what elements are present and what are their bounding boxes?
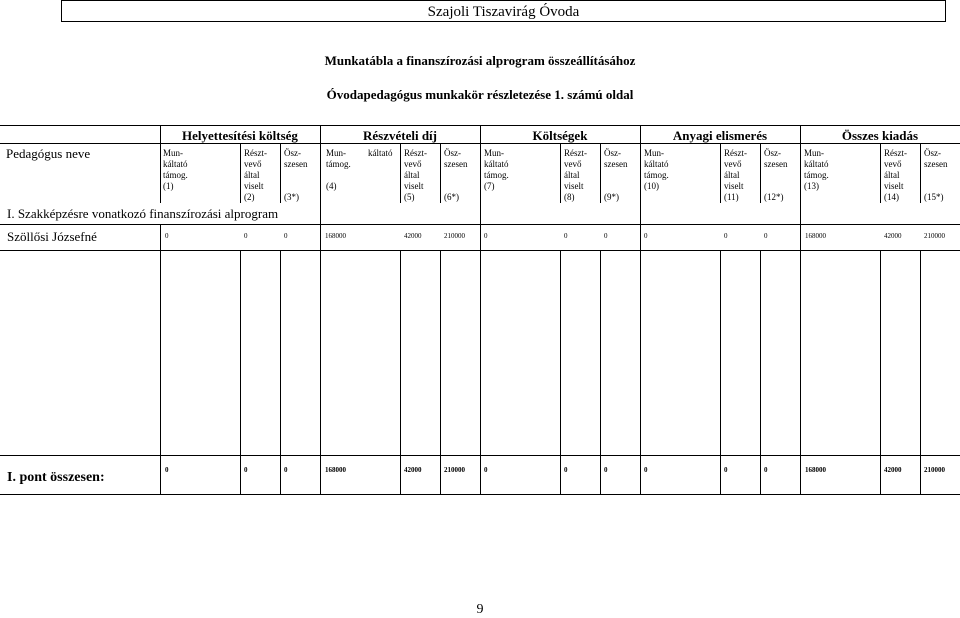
total-value: 168000: [805, 466, 826, 474]
subheader-6: Ösz- szesen (6*): [444, 148, 468, 202]
group-reszveteli: Részvételi díj: [362, 128, 437, 143]
total-value: 0: [764, 466, 768, 474]
total-value: 210000: [924, 466, 945, 474]
row-value: 42000: [884, 232, 902, 240]
subcol-divider: [400, 250, 401, 495]
row-value: 0: [244, 232, 248, 240]
total-value: 210000: [444, 466, 465, 474]
row-value: 168000: [325, 232, 346, 240]
pedagogus-label: Pedagógus neve: [6, 146, 91, 161]
row-value: 0: [165, 232, 169, 240]
subcol-divider: [240, 250, 241, 495]
row-value: 210000: [924, 232, 945, 240]
total-value: 0: [604, 466, 608, 474]
subcol-divider: [720, 250, 721, 495]
subcol-divider: [400, 143, 401, 203]
row-name: Szöllősi Józsefné: [7, 229, 97, 244]
subcol-divider: [440, 143, 441, 203]
subcol-divider: [880, 250, 881, 495]
subcol-divider: [560, 143, 561, 203]
group-anyagi: Anyagi elismerés: [672, 128, 768, 143]
subheader-4b: káltató: [368, 148, 393, 158]
total-value: 0: [165, 466, 169, 474]
subheader-15: Ösz- szesen (15*): [924, 148, 948, 202]
row-value: 210000: [444, 232, 465, 240]
total-value: 42000: [404, 466, 422, 474]
subheader-14: Részt- vevő által viselt (14): [884, 148, 907, 202]
org-header-box: [61, 0, 946, 22]
subcol-divider: [600, 250, 601, 495]
row-value: 168000: [805, 232, 826, 240]
subheader-12: Ösz- szesen (12*): [764, 148, 788, 202]
subcol-divider: [600, 143, 601, 203]
subheader-13: Mun- káltató támog. (13): [804, 148, 829, 191]
col-divider: [160, 224, 161, 495]
subheader-2: Részt- vevő által viselt (2): [244, 148, 267, 202]
row-value: 0: [604, 232, 608, 240]
subcol-divider: [920, 250, 921, 495]
subheader-4: Mun- támog. (4): [326, 148, 351, 191]
row-value: 0: [564, 232, 568, 240]
title-line-2: Óvodapedagógus munkakör részletezése 1. számú oldal: [326, 87, 634, 102]
section-title: I. Szakképzésre vonatkozó finanszírozási alprogram: [7, 206, 279, 221]
subheader-5: Részt- vevő által viselt (5): [404, 148, 427, 202]
subcol-divider: [760, 143, 761, 203]
total-value: 0: [644, 466, 648, 474]
total-value: 168000: [325, 466, 346, 474]
subcol-divider: [880, 143, 881, 203]
subcol-divider: [280, 143, 281, 203]
subheader-10: Mun- káltató támog. (10): [644, 148, 669, 191]
subheader-9: Ösz- szesen (9*): [604, 148, 628, 202]
subheader-3: Ösz- szesen (3*): [284, 148, 308, 202]
total-value: 0: [724, 466, 728, 474]
subcol-divider: [920, 143, 921, 203]
total-label: I. pont összesen:: [7, 470, 105, 485]
subheader-1: Mun- káltató támog. (1): [163, 148, 188, 191]
total-value: 0: [564, 466, 568, 474]
row-value: 0: [764, 232, 768, 240]
subcol-divider: [760, 250, 761, 495]
row-value: 0: [284, 232, 288, 240]
title-line-1: Munkatábla a finanszírozási alprogram összeállításához: [324, 53, 636, 68]
subcol-divider: [720, 143, 721, 203]
total-value: 42000: [884, 466, 902, 474]
org-name: Szajoli Tiszavirág Óvoda: [427, 4, 580, 20]
col-divider: [320, 125, 321, 495]
group-osszes: Összes kiadás: [841, 128, 919, 143]
row-value: 42000: [404, 232, 422, 240]
total-value: 0: [284, 466, 288, 474]
total-value: 0: [244, 466, 248, 474]
col-divider: [640, 125, 641, 495]
subcol-divider: [240, 143, 241, 203]
subheader-7: Mun- káltató támog. (7): [484, 148, 509, 191]
group-koltsegek: Költségek: [532, 128, 588, 143]
subcol-divider: [560, 250, 561, 495]
row-value: 0: [644, 232, 648, 240]
col-divider: [480, 125, 481, 495]
subheader-11: Részt- vevő által viselt (11): [724, 148, 747, 202]
total-value: 0: [484, 466, 488, 474]
group-helyettesitesi: Helyettesítési költség: [182, 128, 298, 143]
subheader-8: Részt- vevő által viselt (8): [564, 148, 587, 202]
subcol-divider: [440, 250, 441, 495]
row-value: 0: [484, 232, 488, 240]
page-number: 9: [476, 602, 484, 617]
row-value: 0: [724, 232, 728, 240]
subcol-divider: [280, 250, 281, 495]
col-divider: [800, 125, 801, 495]
